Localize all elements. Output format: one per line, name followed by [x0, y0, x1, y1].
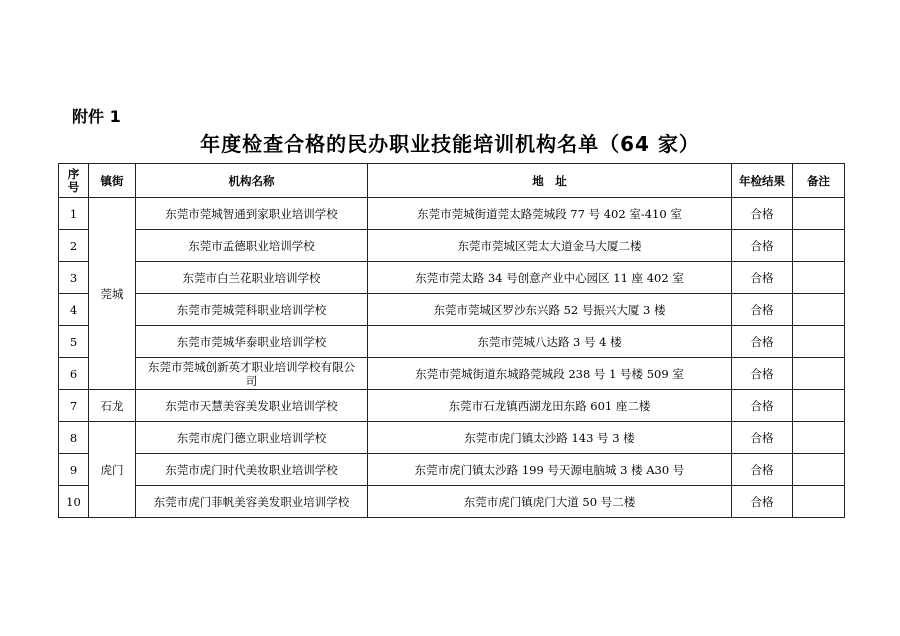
row-seq: 5 — [59, 326, 89, 358]
row-name: 东莞市虎门菲帆美容美发职业培训学校 — [136, 486, 368, 518]
table-row — [59, 262, 845, 294]
row-seq: 9 — [59, 454, 89, 486]
row-remark — [793, 358, 845, 390]
row-address: 东莞市莞城街道东城路莞城段 238 号 1 号楼 509 室 — [368, 358, 732, 390]
row-address: 东莞市石龙镇西湖龙田东路 601 座二楼 — [368, 390, 732, 422]
row-remark — [793, 454, 845, 486]
row-address: 东莞市虎门镇太沙路 143 号 3 楼 — [368, 422, 732, 454]
table-row — [59, 422, 845, 454]
row-result: 合格 — [732, 326, 793, 358]
header-address: 地 址 — [368, 164, 732, 198]
row-result: 合格 — [732, 294, 793, 326]
row-town: 石龙 — [89, 390, 136, 422]
table-row — [59, 390, 845, 422]
table-row — [59, 358, 845, 390]
table-row — [59, 294, 845, 326]
row-remark — [793, 326, 845, 358]
row-result: 合格 — [732, 486, 793, 518]
table-row — [59, 326, 845, 358]
row-name: 东莞市白兰花职业培训学校 — [136, 262, 368, 294]
header-town: 镇街 — [89, 164, 136, 198]
institution-table — [58, 163, 845, 518]
attachment-label: 附件 1 — [72, 107, 121, 126]
row-seq: 8 — [59, 422, 89, 454]
table-row — [59, 198, 845, 230]
row-address: 东莞市虎门镇虎门大道 50 号二楼 — [368, 486, 732, 518]
table-header-row — [59, 164, 845, 198]
row-address: 东莞市莞城区莞太大道金马大厦二楼 — [368, 230, 732, 262]
row-name: 东莞市莞城华泰职业培训学校 — [136, 326, 368, 358]
row-seq: 1 — [59, 198, 89, 230]
row-result: 合格 — [732, 422, 793, 454]
row-result: 合格 — [732, 390, 793, 422]
row-remark — [793, 230, 845, 262]
header-remark: 备注 — [793, 164, 845, 198]
row-address: 东莞市莞太路 34 号创意产业中心园区 11 座 402 室 — [368, 262, 732, 294]
row-remark — [793, 486, 845, 518]
row-remark — [793, 390, 845, 422]
row-address: 东莞市莞城八达路 3 号 4 楼 — [368, 326, 732, 358]
row-name: 东莞市莞城莞科职业培训学校 — [136, 294, 368, 326]
document-title: 年度检查合格的民办职业技能培训机构名单（64 家） — [200, 132, 700, 156]
table-row — [59, 230, 845, 262]
row-name: 东莞市莞城智通到家职业培训学校 — [136, 198, 368, 230]
table-row — [59, 454, 845, 486]
row-seq: 3 — [59, 262, 89, 294]
row-town: 莞城 — [89, 198, 136, 390]
row-name: 东莞市虎门德立职业培训学校 — [136, 422, 368, 454]
header-seq: 序号 — [59, 164, 89, 198]
table-row — [59, 486, 845, 518]
row-result: 合格 — [732, 454, 793, 486]
row-seq: 2 — [59, 230, 89, 262]
row-seq: 7 — [59, 390, 89, 422]
row-remark — [793, 262, 845, 294]
row-seq: 6 — [59, 358, 89, 390]
header-result: 年检结果 — [732, 164, 793, 198]
row-address: 东莞市虎门镇太沙路 199 号天源电脑城 3 楼 A30 号 — [368, 454, 732, 486]
header-name: 机构名称 — [136, 164, 368, 198]
row-name: 东莞市莞城创新英才职业培训学校有限公司 — [136, 358, 368, 390]
row-remark — [793, 422, 845, 454]
row-name: 东莞市虎门时代美妆职业培训学校 — [136, 454, 368, 486]
row-seq: 4 — [59, 294, 89, 326]
row-name: 东莞市天慧美容美发职业培训学校 — [136, 390, 368, 422]
row-name: 东莞市孟德职业培训学校 — [136, 230, 368, 262]
row-result: 合格 — [732, 358, 793, 390]
row-address: 东莞市莞城街道莞太路莞城段 77 号 402 室-410 室 — [368, 198, 732, 230]
row-address: 东莞市莞城区罗沙东兴路 52 号振兴大厦 3 楼 — [368, 294, 732, 326]
row-result: 合格 — [732, 198, 793, 230]
row-remark — [793, 198, 845, 230]
row-result: 合格 — [732, 230, 793, 262]
row-town: 虎门 — [89, 422, 136, 518]
row-result: 合格 — [732, 262, 793, 294]
row-seq: 10 — [59, 486, 89, 518]
row-remark — [793, 294, 845, 326]
